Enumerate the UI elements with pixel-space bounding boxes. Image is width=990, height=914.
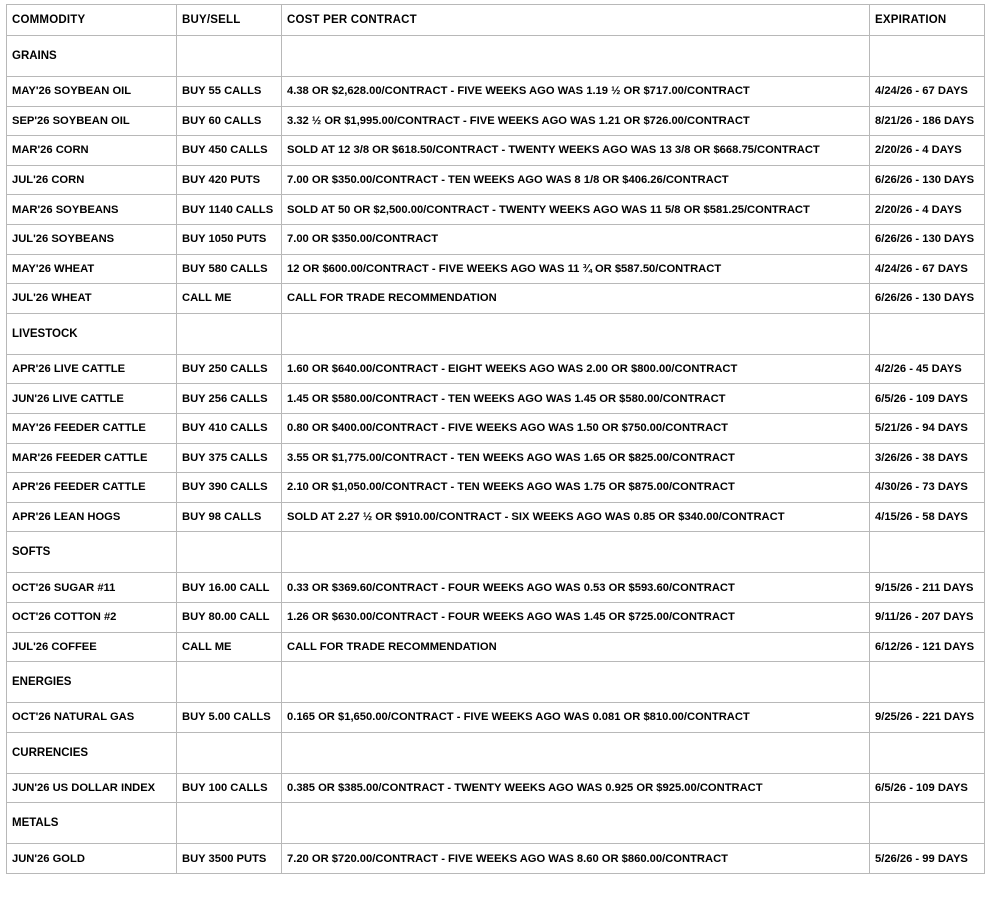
table-row [7,773,985,803]
cell-cost-per-contract: 0.33 OR $369.60/CONTRACT - FOUR WEEKS AGO WAS 0.53 OR $593.60/CONTRACT [282,573,870,603]
table-row [7,254,985,284]
table-header [7,5,985,36]
cell-buysell: BUY 16.00 CALL [177,573,282,603]
table-section-row [7,732,985,773]
cell-expiration: 8/21/26 - 186 DAYS [870,106,985,136]
cell-expiration: 6/26/26 - 130 DAYS [870,284,985,314]
cell-expiration [870,532,985,573]
cell-commodity: OCT'26 SUGAR #11 [7,573,177,603]
table-section-row [7,36,985,77]
cell-buysell: BUY 420 PUTS [177,165,282,195]
cell-buysell [177,662,282,703]
cell-buysell [177,532,282,573]
cell-buysell: BUY 256 CALLS [177,384,282,414]
column-header-cost-per-contract: COST PER CONTRACT [282,5,870,36]
cell-buysell [177,732,282,773]
table-row [7,136,985,166]
cell-cost-per-contract: 1.26 OR $630.00/CONTRACT - FOUR WEEKS AGO WAS 1.45 OR $725.00/CONTRACT [282,602,870,632]
cell-expiration: 2/20/26 - 4 DAYS [870,136,985,166]
cell-buysell: CALL ME [177,284,282,314]
cell-cost-per-contract: 4.38 OR $2,628.00/CONTRACT - FIVE WEEKS AGO WAS 1.19 ½ OR $717.00/CONTRACT [282,77,870,107]
table-section-row [7,662,985,703]
table-row [7,573,985,603]
table-row [7,77,985,107]
table-row [7,844,985,874]
column-header-expiration: EXPIRATION [870,5,985,36]
cell-cost-per-contract [282,662,870,703]
cell-cost-per-contract [282,532,870,573]
cell-expiration: 4/24/26 - 67 DAYS [870,77,985,107]
cell-cost-per-contract [282,732,870,773]
cell-buysell: BUY 55 CALLS [177,77,282,107]
cell-buysell: BUY 1050 PUTS [177,224,282,254]
cell-cost-per-contract: SOLD AT 12 3/8 OR $618.50/CONTRACT - TWENTY WEEKS AGO WAS 13 3/8 OR $668.75/CONTRACT [282,136,870,166]
table-row [7,384,985,414]
cell-commodity: JUN'26 US DOLLAR INDEX [7,773,177,803]
section-label: GRAINS [7,36,177,77]
table-row [7,413,985,443]
cell-expiration: 5/26/26 - 99 DAYS [870,844,985,874]
cell-commodity: MAR'26 SOYBEANS [7,195,177,225]
cell-buysell: CALL ME [177,632,282,662]
cell-buysell: BUY 5.00 CALLS [177,703,282,733]
cell-buysell: BUY 580 CALLS [177,254,282,284]
cell-cost-per-contract [282,803,870,844]
commodity-table [6,4,985,874]
cell-commodity: MAY'26 WHEAT [7,254,177,284]
section-label: METALS [7,803,177,844]
cell-buysell: BUY 100 CALLS [177,773,282,803]
cell-expiration: 6/26/26 - 130 DAYS [870,165,985,195]
cell-expiration: 9/25/26 - 221 DAYS [870,703,985,733]
cell-commodity: OCT'26 NATURAL GAS [7,703,177,733]
table-row [7,473,985,503]
cell-expiration: 6/12/26 - 121 DAYS [870,632,985,662]
table-row [7,443,985,473]
table-body [7,36,985,874]
cell-buysell: BUY 80.00 CALL [177,602,282,632]
cell-expiration: 6/26/26 - 130 DAYS [870,224,985,254]
cell-cost-per-contract: 7.00 OR $350.00/CONTRACT [282,224,870,254]
commodity-recommendations-sheet [0,4,990,914]
section-label: LIVESTOCK [7,313,177,354]
table-row [7,165,985,195]
cell-cost-per-contract: 0.385 OR $385.00/CONTRACT - TWENTY WEEKS AGO WAS 0.925 OR $925.00/CONTRACT [282,773,870,803]
cell-buysell: BUY 60 CALLS [177,106,282,136]
cell-commodity: JUL'26 CORN [7,165,177,195]
cell-commodity: SEP'26 SOYBEAN OIL [7,106,177,136]
section-label: ENERGIES [7,662,177,703]
cell-expiration: 4/24/26 - 67 DAYS [870,254,985,284]
cell-commodity: APR'26 FEEDER CATTLE [7,473,177,503]
cell-buysell: BUY 1140 CALLS [177,195,282,225]
cell-expiration: 5/21/26 - 94 DAYS [870,413,985,443]
table-section-row [7,532,985,573]
cell-expiration: 6/5/26 - 109 DAYS [870,384,985,414]
cell-commodity: APR'26 LIVE CATTLE [7,354,177,384]
cell-buysell: BUY 375 CALLS [177,443,282,473]
table-header-row [7,5,985,36]
cell-cost-per-contract: 1.60 OR $640.00/CONTRACT - EIGHT WEEKS AGO WAS 2.00 OR $800.00/CONTRACT [282,354,870,384]
cell-buysell: BUY 98 CALLS [177,502,282,532]
cell-buysell [177,313,282,354]
table-row [7,195,985,225]
cell-expiration: 3/26/26 - 38 DAYS [870,443,985,473]
cell-commodity: JUL'26 WHEAT [7,284,177,314]
cell-cost-per-contract: 7.20 OR $720.00/CONTRACT - FIVE WEEKS AGO WAS 8.60 OR $860.00/CONTRACT [282,844,870,874]
cell-expiration: 4/15/26 - 58 DAYS [870,502,985,532]
cell-cost-per-contract: 3.32 ½ OR $1,995.00/CONTRACT - FIVE WEEKS AGO WAS 1.21 OR $726.00/CONTRACT [282,106,870,136]
cell-commodity: OCT'26 COTTON #2 [7,602,177,632]
cell-buysell: BUY 250 CALLS [177,354,282,384]
cell-expiration: 4/2/26 - 45 DAYS [870,354,985,384]
table-row [7,224,985,254]
cell-commodity: MAR'26 FEEDER CATTLE [7,443,177,473]
cell-cost-per-contract: CALL FOR TRADE RECOMMENDATION [282,284,870,314]
cell-buysell [177,803,282,844]
cell-buysell: BUY 410 CALLS [177,413,282,443]
cell-cost-per-contract [282,36,870,77]
cell-commodity: MAY'26 SOYBEAN OIL [7,77,177,107]
table-row [7,602,985,632]
cell-commodity: JUN'26 LIVE CATTLE [7,384,177,414]
cell-expiration [870,662,985,703]
cell-buysell: BUY 3500 PUTS [177,844,282,874]
column-header-buysell: BUY/SELL [177,5,282,36]
cell-commodity: JUL'26 COFFEE [7,632,177,662]
cell-cost-per-contract: 12 OR $600.00/CONTRACT - FIVE WEEKS AGO WAS 11 ¾ OR $587.50/CONTRACT [282,254,870,284]
cell-expiration: 4/30/26 - 73 DAYS [870,473,985,503]
cell-commodity: MAY'26 FEEDER CATTLE [7,413,177,443]
table-row [7,502,985,532]
table-row [7,106,985,136]
cell-expiration: 9/11/26 - 207 DAYS [870,602,985,632]
table-row [7,703,985,733]
table-row [7,632,985,662]
cell-expiration [870,313,985,354]
cell-commodity: APR'26 LEAN HOGS [7,502,177,532]
cell-buysell: BUY 390 CALLS [177,473,282,503]
cell-cost-per-contract: 2.10 OR $1,050.00/CONTRACT - TEN WEEKS AGO WAS 1.75 OR $875.00/CONTRACT [282,473,870,503]
cell-cost-per-contract: SOLD AT 50 OR $2,500.00/CONTRACT - TWENTY WEEKS AGO WAS 11 5/8 OR $581.25/CONTRACT [282,195,870,225]
cell-expiration: 2/20/26 - 4 DAYS [870,195,985,225]
cell-commodity: JUL'26 SOYBEANS [7,224,177,254]
table-section-row [7,803,985,844]
cell-cost-per-contract: CALL FOR TRADE RECOMMENDATION [282,632,870,662]
cell-cost-per-contract: 0.165 OR $1,650.00/CONTRACT - FIVE WEEKS AGO WAS 0.081 OR $810.00/CONTRACT [282,703,870,733]
cell-expiration [870,732,985,773]
cell-buysell [177,36,282,77]
cell-cost-per-contract: SOLD AT 2.27 ½ OR $910.00/CONTRACT - SIX WEEKS AGO WAS 0.85 OR $340.00/CONTRACT [282,502,870,532]
cell-expiration: 9/15/26 - 211 DAYS [870,573,985,603]
cell-commodity: MAR'26 CORN [7,136,177,166]
section-label: CURRENCIES [7,732,177,773]
cell-cost-per-contract [282,313,870,354]
section-label: SOFTS [7,532,177,573]
column-header-commodity: COMMODITY [7,5,177,36]
cell-commodity: JUN'26 GOLD [7,844,177,874]
cell-cost-per-contract: 0.80 OR $400.00/CONTRACT - FIVE WEEKS AGO WAS 1.50 OR $750.00/CONTRACT [282,413,870,443]
cell-expiration [870,803,985,844]
cell-expiration: 6/5/26 - 109 DAYS [870,773,985,803]
cell-buysell: BUY 450 CALLS [177,136,282,166]
table-row [7,354,985,384]
table-row [7,284,985,314]
cell-expiration [870,36,985,77]
cell-cost-per-contract: 1.45 OR $580.00/CONTRACT - TEN WEEKS AGO WAS 1.45 OR $580.00/CONTRACT [282,384,870,414]
table-section-row [7,313,985,354]
cell-cost-per-contract: 3.55 OR $1,775.00/CONTRACT - TEN WEEKS AGO WAS 1.65 OR $825.00/CONTRACT [282,443,870,473]
cell-cost-per-contract: 7.00 OR $350.00/CONTRACT - TEN WEEKS AGO WAS 8 1/8 OR $406.26/CONTRACT [282,165,870,195]
